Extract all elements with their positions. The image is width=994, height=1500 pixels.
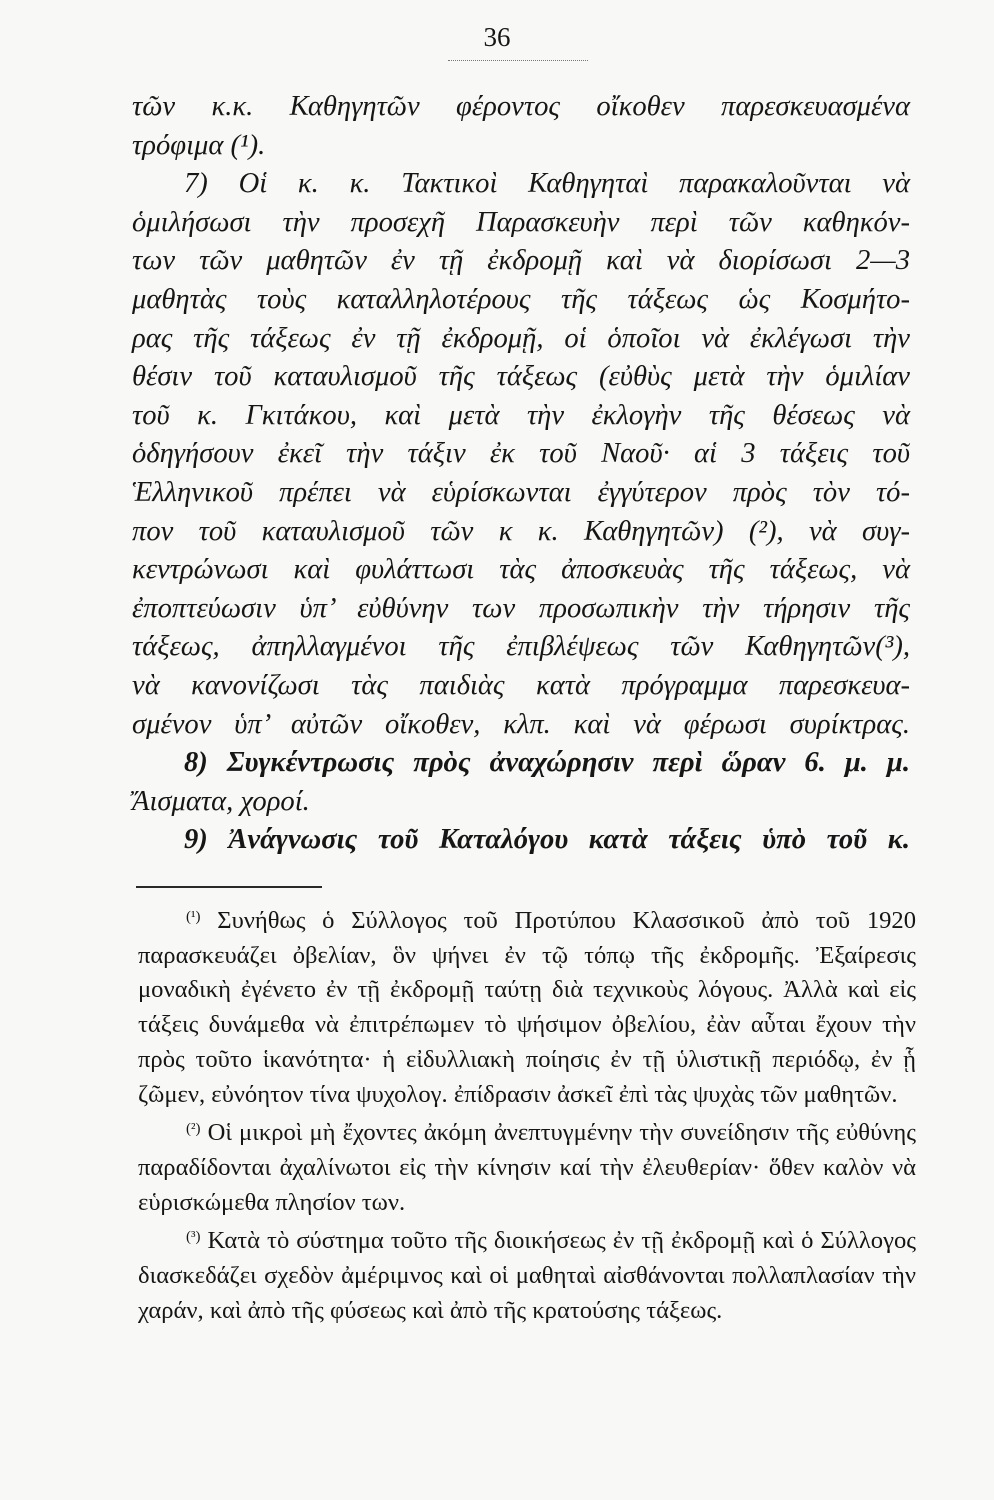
footnote-mark: (²) [186, 1121, 201, 1138]
footnote-mark: (³) [186, 1229, 201, 1246]
text-line: Ἄισματα, χοροί. [132, 785, 310, 817]
footnote-text: Οἱ μικροὶ μὴ ἔχοντες ἀκόμη ἀνεπτυγμένην τὴν συνείδησιν τῆς εὐθύνης παραδίδονται ἀχαλίνωτοι εἰς τὴν κίνησιν καί τὴν ἐλευθερίαν· ὅθεν καλὸν νὰ εὑρισκώμεθα πλησίον των. [138, 1119, 916, 1216]
text-line: Ἑλληνικοῦ πρέπει νὰ εὑρίσκωνται ἐγγύτερον πρὸς τὸν τό- [132, 476, 910, 508]
footnote-separator [136, 886, 322, 888]
text-line: σμένον ὑπ’ αὐτῶν οἴκοθεν, κλπ. καὶ νὰ φέρωσι συρίκτρας. [132, 708, 910, 740]
text-line: ἐποπτεύωσιν ὑπ’ εὐθύνην των προσωπικὴν τὴν τήρησιν τῆς [132, 592, 910, 624]
page-number: 36 [483, 22, 511, 52]
text-line: ὁδηγήσουν ἐκεῖ τὴν τάξιν ἐκ τοῦ Ναοῦ· αἱ 3 τάξεις τοῦ [132, 438, 910, 470]
text-line: ρας τῆς τάξεως ἐν τῇ ἐκδρομῇ, οἱ ὁποῖοι νὰ ἐκλέγωσι τὴν [132, 322, 910, 354]
footnote-text: Κατὰ τὸ σύστημα τοῦτο τῆς διοικήσεως ἐν τῇ ἐκδρομῇ καὶ ὁ Σύλλογος διασκεδάζει σχεδὸν ἀμέριμνος καὶ οἱ μαθηταὶ αἰσθάνονται πολλαπλασίαν τὴν χαράν, καὶ ἀπὸ τῆς φύσεως καὶ ἀπὸ τῆς κρατούσης τάξεως. [138, 1227, 916, 1324]
text-line: τρόφιμα (¹). [132, 129, 266, 161]
text-line: τοῦ κ. Γκιτάκου, καὶ μετὰ τὴν ἐκλογὴν τῆς θέσεως νὰ [132, 399, 910, 431]
text-line-item-7: 7) Οἱ κ. κ. Τακτικοὶ Καθηγηταὶ παρακαλοῦνται νὰ [184, 168, 910, 200]
text-line: κεντρώνωσι καὶ φυλάττωσι τὰς ἀποσκευὰς τῆς τάξεως, νὰ [132, 554, 910, 586]
text-line: τῶν κ.κ. Καθηγητῶν φέροντος οἴκοθεν παρεσκευασμένα [132, 91, 910, 122]
footnote-1 [138, 900, 916, 1112]
main-text [132, 88, 910, 860]
footnote-2 [138, 1112, 916, 1220]
footnotes [138, 900, 916, 1328]
text-line-item-8: 8) Συγκέντρωσις πρὸς ἀναχώρησιν περὶ ὥραν 6. μ. μ. [184, 747, 910, 779]
footnote-text: Συνήθως ὁ Σύλλογος τοῦ Προτύπου Κλασσικοῦ ἀπὸ τοῦ 1920 παρασκευάζει ὀβελίαν, ὃν ψήνει ἐν τῷ τόπῳ τῆς ἐκδρομῆς. Ἐξαίρεσις μοναδικὴ ἐγένετο ἐν τῇ ἐκδρομῇ ταύτῃ διὰ τεχνικοὺς λόγους. Ἀλλὰ καὶ εἰς τάξεις δυνάμεθα νὰ ἐπιτρέπωμεν τὸ ψήσιμον ὀβελίου, ἐὰν αὗται ἔχουν τὴν πρὸς τοῦτο ἱκανότητα· ἡ εἰδυλλιακὴ ποίησις ἐν τῇ ὑλιστικῇ περιόδῳ, ἐν ᾗ ζῶμεν, εὐνόητον τίνα ψυχολογ. ἐπίδρασιν ἀσκεῖ ἐπὶ τὰς ψυχὰς τῶν μαθητῶν. [138, 907, 917, 1108]
text-line: νὰ κανονίζωσι τὰς παιδιὰς κατὰ πρόγραμμα παρεσκευα- [132, 669, 910, 701]
text-line: μαθητὰς τοὺς καταλληλοτέρους τῆς τάξεως ὡς Κοσμήτο- [132, 283, 910, 315]
footnote-mark: (¹) [186, 909, 201, 925]
footnote-3 [138, 1220, 916, 1328]
text-line: πον τοῦ καταυλισμοῦ τῶν κ κ. Καθηγητῶν) (²), νὰ συγ- [132, 515, 910, 547]
text-line: τάξεως, ἀπηλλαγμένοι τῆς ἐπιβλέψεως τῶν Καθηγητῶν(³), [132, 631, 910, 663]
page-number-rule [448, 60, 588, 61]
text-line: των τῶν μαθητῶν ἐν τῇ ἐκδρομῇ καὶ νὰ διορίσωσι 2—3 [132, 245, 910, 277]
text-line-item-9: 9) Ἀνάγνωσις τοῦ Καταλόγου κατὰ τάξεις ὑπὸ τοῦ κ. [184, 824, 910, 856]
text-line: ὁμιλήσωσι τὴν προσεχῆ Παρασκευὴν περὶ τῶν καθηκόν- [132, 206, 910, 238]
text-line: θέσιν τοῦ καταυλισμοῦ τῆς τάξεως (εὐθὺς μετὰ τὴν ὁμιλίαν [132, 361, 910, 393]
